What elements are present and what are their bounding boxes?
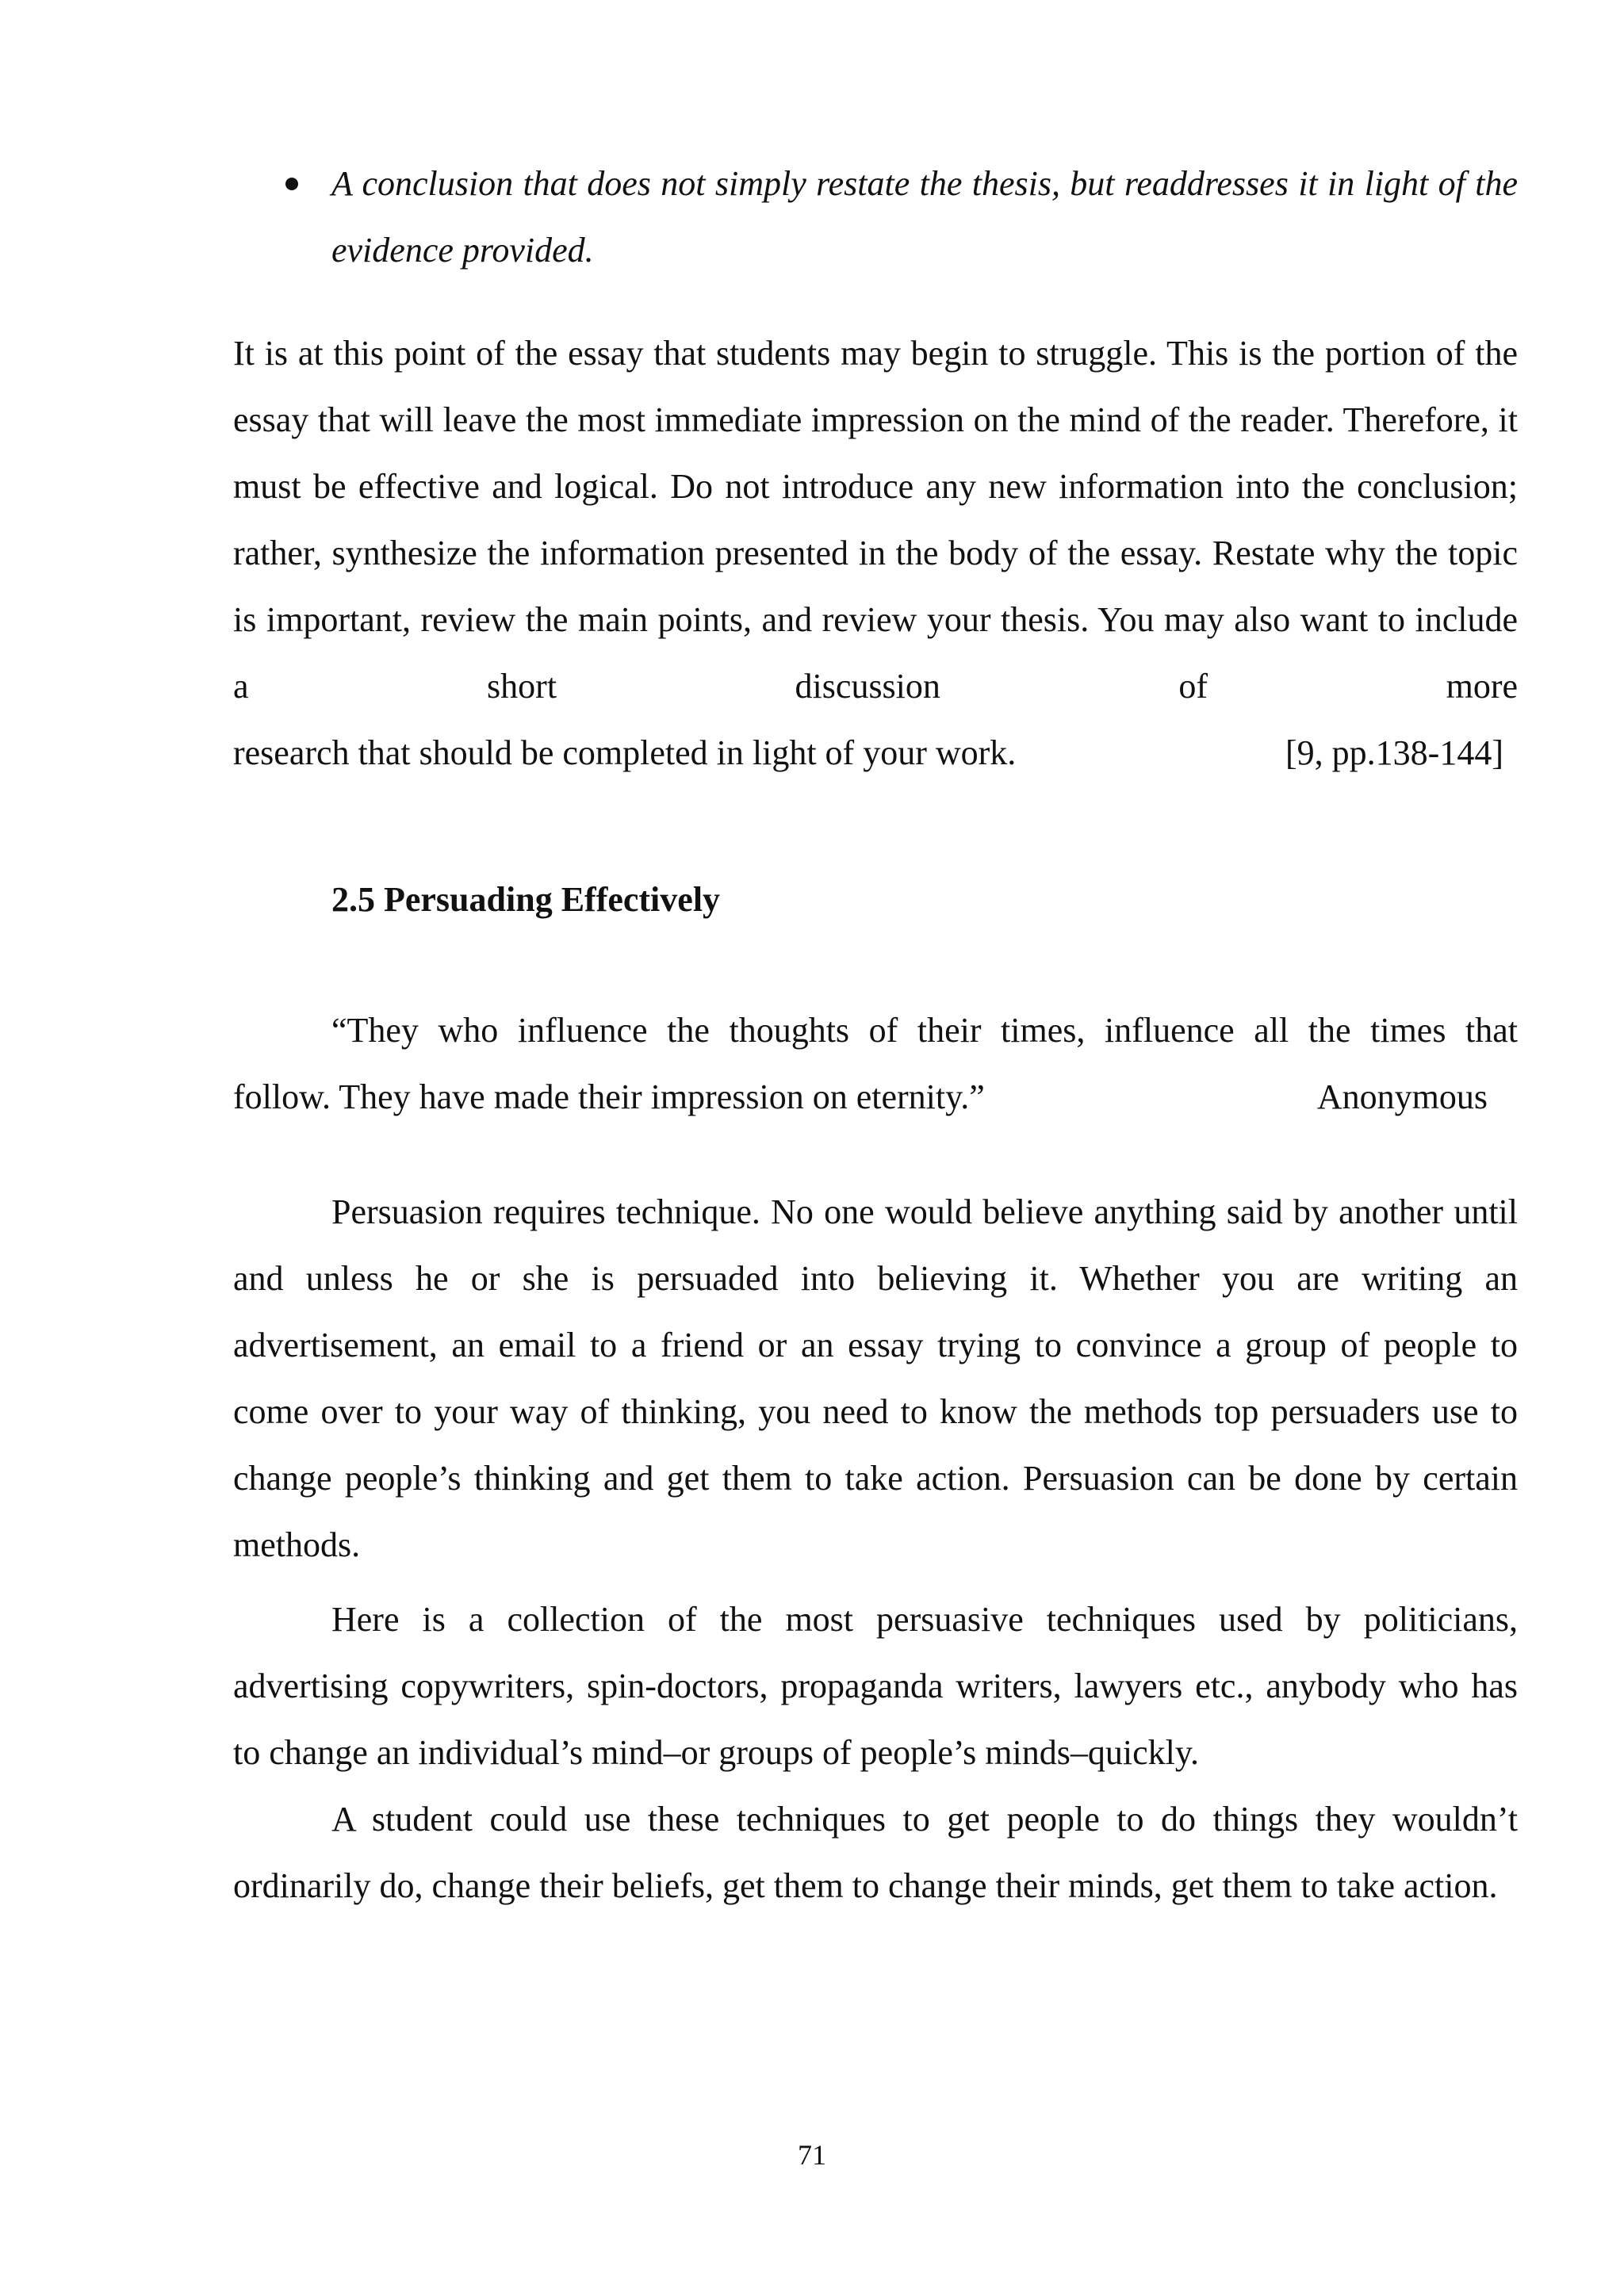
paragraph-techniques: Here is a collection of the most persuasive techniques used by politicians, advertising copywriters, spin-doctors, propaganda writers, lawyers etc., anybody who has to change an individual’s mind–or groups of people’s minds–quickly. bbox=[233, 1600, 1518, 1772]
citation-reference: [9, pp.138-144] bbox=[1285, 733, 1503, 772]
paragraph-conclusion-last-line: research that should be completed in light of your work. bbox=[233, 733, 1017, 772]
quote-author-line bbox=[233, 1064, 1518, 1131]
citation-line bbox=[233, 720, 1518, 786]
quote-last-line: follow. They have made their impression on eternity.” bbox=[233, 1077, 985, 1116]
quote-author: Anonymous bbox=[1316, 1077, 1488, 1116]
paragraph-student: A student could use these techniques to get people to do things they wouldn’t ordinarily do, change their beliefs, get them to change their minds, get them to take action. bbox=[233, 1800, 1518, 1905]
paragraph-conclusion bbox=[233, 320, 1518, 786]
quote-first-line: “They who influence the thoughts of their times, influence all the times that bbox=[331, 1011, 1518, 1050]
bullet-icon bbox=[285, 178, 298, 190]
paragraph-persuasion: Persuasion requires technique. No one would believe anything said by another until and unless he or she is persuaded into believing it. Whether you are writing an advertisement, an email to a friend or an essay trying to convince a group of people to come over to your way of thinking, you need to know the methods top persuaders use to change people’s thinking and get them to take action. Persuasion can be done by certain methods. bbox=[233, 1192, 1518, 1564]
section-heading: 2.5 Persuading Effectively bbox=[331, 880, 721, 919]
epigraph-quote bbox=[233, 997, 1518, 1131]
bullet-text: A conclusion that does not simply restate the thesis, but readdresses it in light of the evidence provided. bbox=[331, 164, 1518, 270]
page-number: 71 bbox=[798, 2139, 826, 2171]
paragraph-conclusion-body: It is at this point of the essay that students may begin to struggle. This is the portion of the essay that will leave the most immediate impression on the mind of the reader. Therefore, it must be effective and logical. Do not introduce any new information into the conclusion; rather, synthesize the information presented in the body of the essay. Restate why the topic is important, review the main points, and review your thesis. You may also want to include a short discussion of more bbox=[233, 334, 1518, 706]
